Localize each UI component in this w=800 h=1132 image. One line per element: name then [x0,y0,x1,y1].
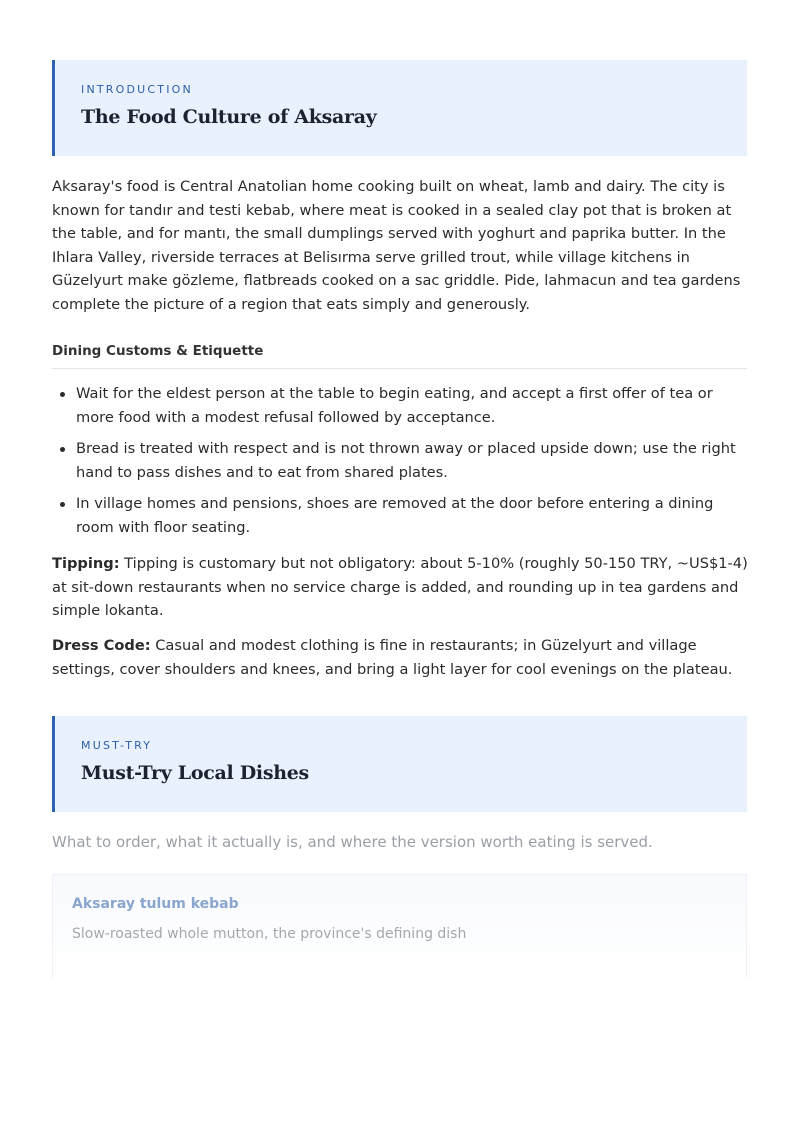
dish-card [52,874,747,978]
dish-description: Slow-roasted whole mutton, the province's defining dish [72,926,467,942]
must-try-kicker: MUST-TRY [81,739,153,752]
intro-paragraph: Aksaray's food is Central Anatolian home cooking built on wheat, lamb and dairy. The city is known for tandır and testi kebab, where meat is cooked in a sealed clay pot that is broken at the table, and for mantı, the small dumplings served with yoghurt and paprika butter. In the Ihlara Valley, riverside terraces at Belisırma serve grilled trout, while village kitchens in Güzelyurt make gözleme, flatbreads cooked on a sac griddle. Pide, lahmacun and tea gardens complete the picture of a region that eats simply and generously. [52,178,741,313]
tipping-label: Tipping: [52,555,120,572]
must-try-section-header [52,716,747,812]
customs-item: In village homes and pensions, shoes are removed at the door before entering a dining room with floor seating. [52,492,752,540]
intro-kicker: INTRODUCTION [81,83,193,96]
customs-list [52,382,752,547]
dress-code-text: Casual and modest clothing is fine in restaurants; in Güzelyurt and village settings, cover shoulders and knees, and bring a light layer for cool evenings on the plateau. [52,637,733,678]
tipping-text: Tipping is customary but not obligatory: about 5-10% (roughly 50-150 TRY, ~US$1-4) at sit-down restaurants when no service charge is added, and rounding up in tea gardens and simple lokanta. [52,555,748,619]
customs-item: Wait for the eldest person at the table to begin eating, and accept a first offer of tea or more food with a modest refusal followed by acceptance. [52,382,752,430]
intro-section-header [52,60,747,156]
dress-code-label: Dress Code: [52,637,151,654]
tipping-paragraph [52,552,752,623]
dress-code-paragraph [52,634,752,681]
intro-title: The Food Culture of Aksaray [81,106,377,128]
customs-item: Bread is treated with respect and is not thrown away or placed upside down; use the right hand to pass dishes and to eat from shared plates. [52,437,752,485]
must-try-title: Must-Try Local Dishes [81,762,309,784]
must-try-subtitle: What to order, what it actually is, and where the version worth eating is served. [52,833,653,851]
dish-name: Aksaray tulum kebab [72,896,239,912]
customs-heading: Dining Customs & Etiquette [52,343,747,369]
